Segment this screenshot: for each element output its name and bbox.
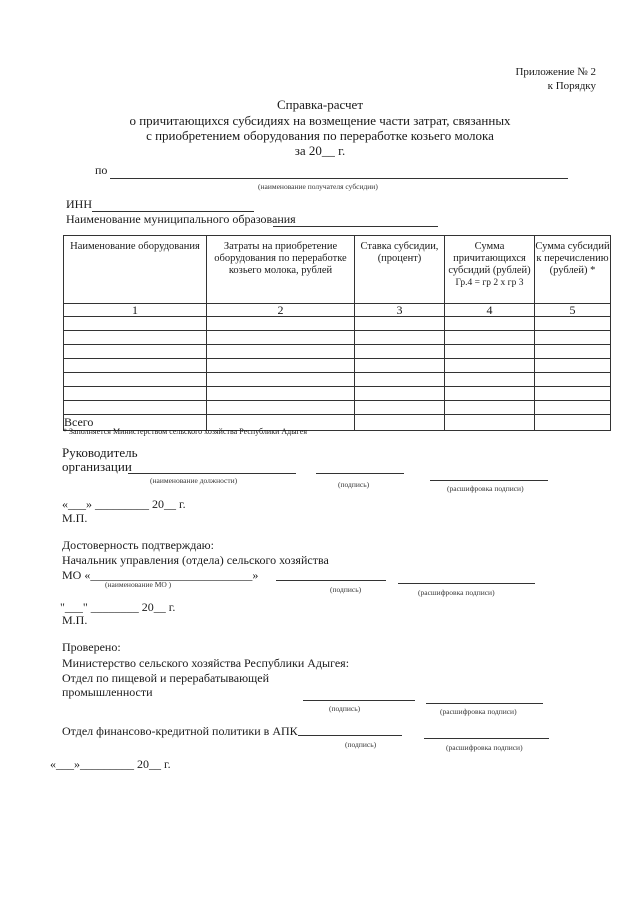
table-cell[interactable] [207, 373, 355, 387]
table-cell[interactable] [355, 415, 445, 431]
dept2-decode-field[interactable] [424, 738, 549, 739]
dept1-decode-hint: (расшифровка подписи) [440, 707, 517, 716]
header-due-amount: Сумма причитающихся субсидий (рублей) Гр.4 = гр 2 х гр 3 [445, 236, 535, 304]
table-cell[interactable] [535, 359, 611, 373]
head-signature-hint: (подпись) [338, 480, 370, 489]
head-seal: М.П. [62, 511, 88, 525]
table-cell[interactable] [207, 331, 355, 345]
recipient-field[interactable] [110, 178, 568, 179]
table-row [64, 401, 611, 415]
table-row [64, 359, 611, 373]
table-cell[interactable] [445, 373, 535, 387]
table-cell[interactable] [535, 415, 611, 431]
title-line4: за 20__ г. [294, 143, 346, 158]
column-number: 5 [535, 304, 611, 317]
annex-line2: к Порядку [547, 80, 596, 92]
column-number: 1 [64, 304, 207, 317]
dept1-signature-field[interactable] [303, 700, 415, 701]
table-row [64, 387, 611, 401]
head-position-field[interactable] [128, 473, 296, 474]
title-line1: Справка-расчет [276, 97, 364, 112]
table-cell[interactable] [445, 317, 535, 331]
dept1-signature-hint: (подпись) [329, 704, 361, 713]
table-cell[interactable] [64, 387, 207, 401]
table-cell[interactable] [535, 331, 611, 345]
confirm-signature-hint: (подпись) [330, 585, 362, 594]
confirm-seal: М.П. [62, 613, 88, 627]
confirm-signature-field[interactable] [276, 580, 386, 581]
head-decode-hint: (расшифровка подписи) [447, 484, 524, 493]
dept1-decode-field[interactable] [426, 703, 543, 704]
title-line2: о причитающихся субсидиях на возмещение части затрат, связанных [129, 113, 511, 128]
recipient-prefix: по [95, 163, 108, 177]
table-row [64, 331, 611, 345]
confirm-decode-hint: (расшифровка подписи) [418, 588, 495, 597]
table-cell[interactable] [355, 317, 445, 331]
checked-date[interactable]: «___»_________ 20__ г. [50, 757, 171, 771]
table-row [64, 317, 611, 331]
total-label: Всего [64, 415, 207, 431]
head-title: Руководитель [62, 445, 138, 460]
table-cell[interactable] [64, 317, 207, 331]
table-cell[interactable] [207, 387, 355, 401]
table-cell[interactable] [355, 401, 445, 415]
header-transfer-amount: Сумма субсидий к перечислению (рублей) * [535, 236, 611, 304]
head-signature-field[interactable] [316, 473, 404, 474]
checked-title: Проверено: [62, 640, 121, 654]
head-org: организации [62, 459, 132, 474]
municipality-field[interactable] [273, 226, 438, 227]
confirm-decode-field[interactable] [398, 583, 535, 584]
table-cell[interactable] [64, 373, 207, 387]
head-decode-field[interactable] [430, 480, 548, 481]
table-cell[interactable] [445, 331, 535, 345]
table-cell[interactable] [445, 401, 535, 415]
table-cell[interactable] [64, 359, 207, 373]
head-date[interactable]: «___» _________ 20__ г. [62, 497, 186, 511]
table-row [64, 373, 611, 387]
confirm-position: Начальник управления (отдела) сельского хозяйства [62, 553, 329, 567]
confirm-date[interactable]: "___" ________ 20__ г. [60, 600, 176, 614]
confirm-title: Достоверность подтверждаю: [62, 538, 214, 552]
annex-label [515, 65, 596, 93]
head-position-hint: (наименование должности) [150, 476, 238, 485]
inn-label: ИНН [66, 197, 92, 211]
dept2-decode-hint: (расшифровка подписи) [446, 743, 523, 752]
header-formula: Гр.4 = гр 2 х гр 3 [455, 278, 524, 288]
column-number: 4 [445, 304, 535, 317]
table-cell[interactable] [445, 415, 535, 431]
table-cell[interactable] [355, 387, 445, 401]
table-cell[interactable] [355, 331, 445, 345]
title-line3: с приобретением оборудования по переработке козьего молока [146, 128, 494, 143]
dept2-signature-hint: (подпись) [345, 740, 377, 749]
table-cell[interactable] [355, 359, 445, 373]
subsidy-table [63, 235, 611, 431]
header-costs: Затраты на приобретение оборудования по переработке козьего молока, рублей [207, 236, 355, 304]
checked-dept1-line2: промышленности [62, 685, 153, 699]
recipient-hint: (наименование получателя субсидии) [258, 182, 378, 191]
column-number: 2 [207, 304, 355, 317]
table-row [64, 345, 611, 359]
table-cell[interactable] [535, 387, 611, 401]
table-cell[interactable] [445, 359, 535, 373]
table-cell[interactable] [207, 345, 355, 359]
table-cell[interactable] [64, 401, 207, 415]
checked-dept1-line1: Отдел по пищевой и перерабатывающей [62, 671, 270, 685]
table-cell[interactable] [64, 345, 207, 359]
table-cell[interactable] [207, 317, 355, 331]
column-number-row [64, 304, 611, 317]
column-number: 3 [355, 304, 445, 317]
table-cell[interactable] [355, 373, 445, 387]
table-cell[interactable] [535, 373, 611, 387]
table-cell[interactable] [355, 345, 445, 359]
table-cell[interactable] [64, 331, 207, 345]
confirm-mo-field[interactable]: МО «___________________________» [62, 568, 259, 582]
table-cell[interactable] [207, 401, 355, 415]
table-cell[interactable] [535, 345, 611, 359]
annex-line1: Приложение № 2 [515, 66, 596, 78]
table-cell[interactable] [207, 359, 355, 373]
checked-dept2: Отдел финансово-кредитной политики в АПК [62, 724, 298, 738]
table-header-row [64, 236, 611, 304]
dept2-signature-field[interactable] [298, 735, 402, 736]
document-title [0, 97, 640, 158]
header-rate: Ставка субсидии, (процент) [355, 236, 445, 304]
table-cell[interactable] [445, 345, 535, 359]
checked-ministry: Министерство сельского хозяйства Республики Адыгея: [62, 656, 350, 670]
confirm-mo-hint: (наименование МО ) [105, 580, 172, 589]
footnote: * Заполняется Министерством сельского хозяйства Республики Адыгея [63, 427, 307, 436]
header-equipment-name: Наименование оборудования [64, 236, 207, 304]
table-cell[interactable] [535, 317, 611, 331]
municipality-label: Наименование муниципального образования [66, 212, 296, 226]
table-cell[interactable] [445, 387, 535, 401]
table-cell[interactable] [535, 401, 611, 415]
